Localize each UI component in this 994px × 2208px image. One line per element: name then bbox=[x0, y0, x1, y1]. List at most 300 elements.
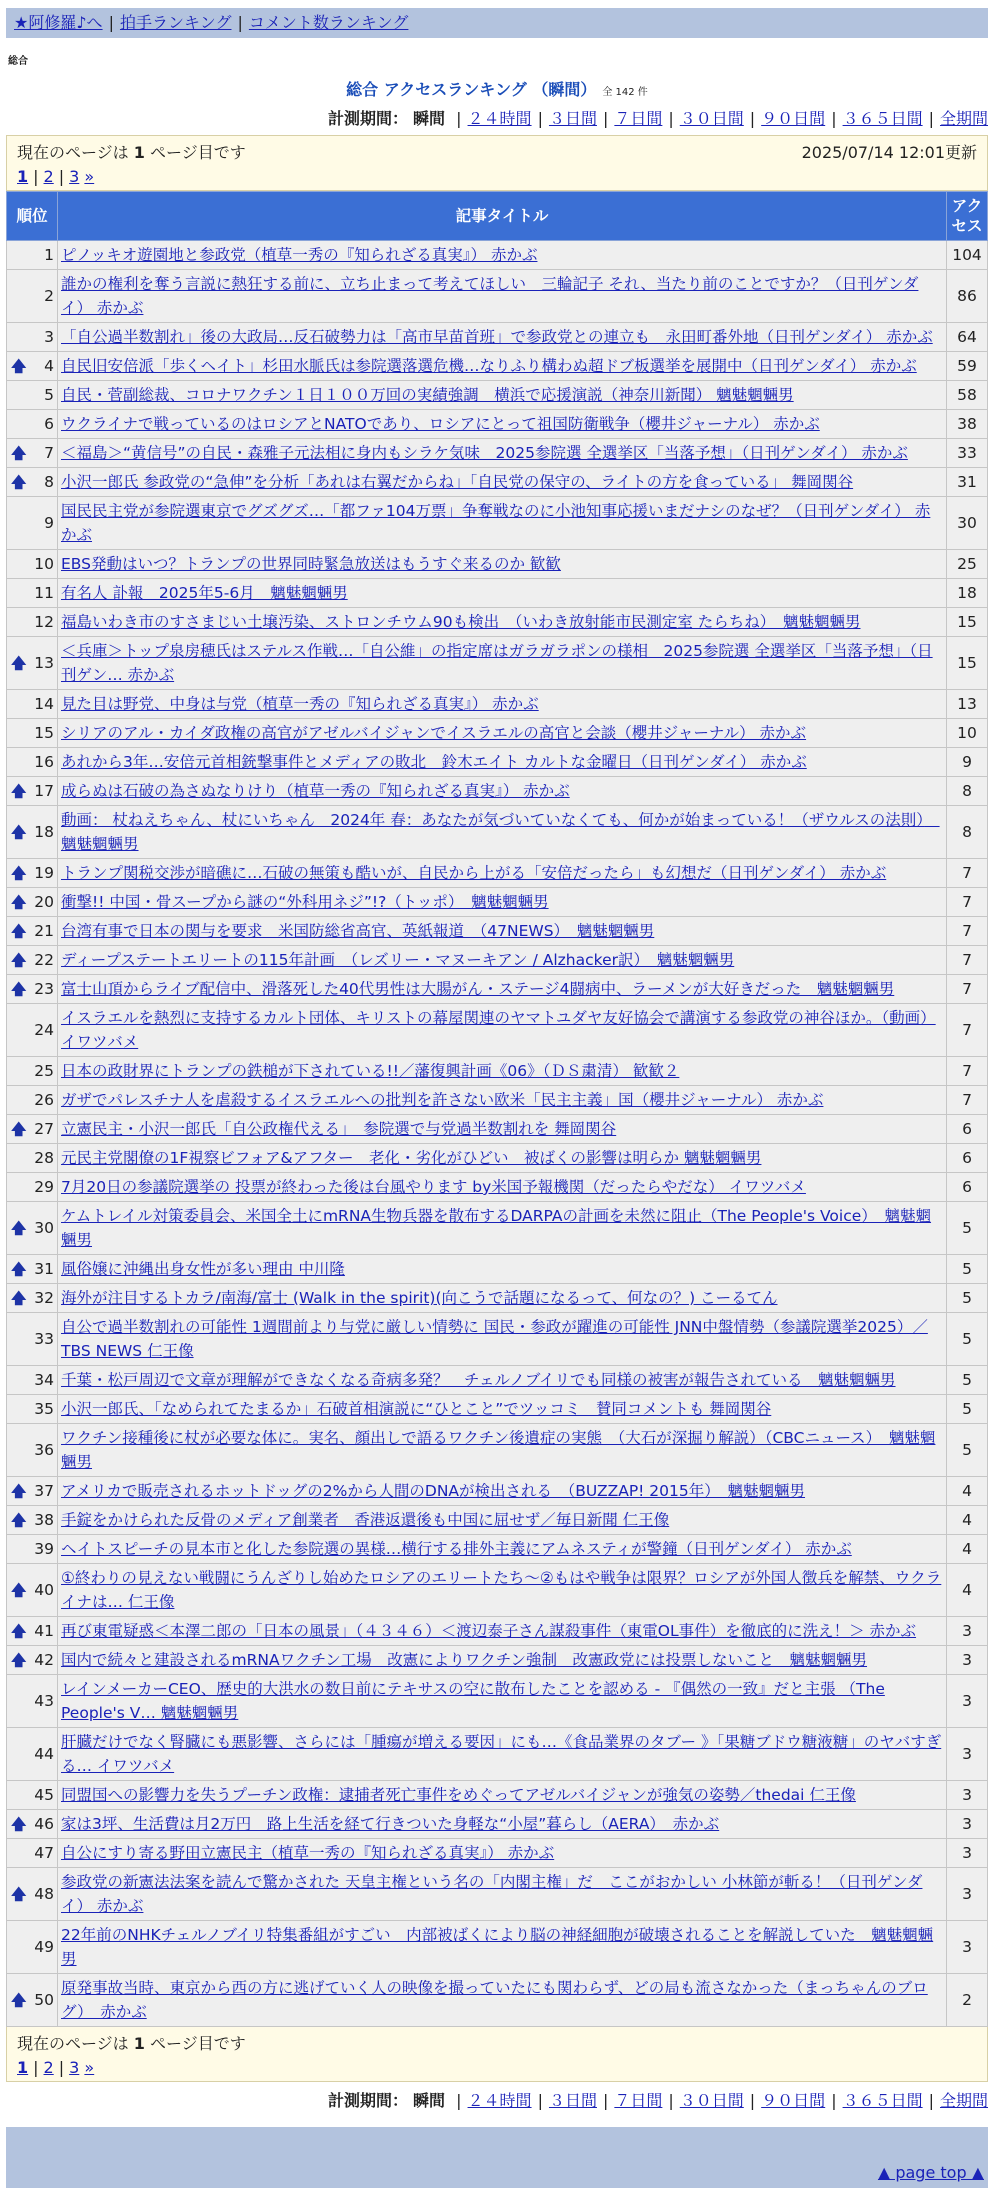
rank-up-arrow-icon: 🡅 bbox=[11, 1482, 27, 1500]
access-count: 9 bbox=[947, 748, 988, 777]
article-link[interactable]: 国民民主党が参院選東京でグズグズ…「都ファ104万票」争奪戦なのに小池知事応援いまだナシのなぜ？（日刊ゲンダイ） 赤かぶ bbox=[61, 502, 931, 544]
title-cell bbox=[58, 1974, 947, 2027]
article-link[interactable]: 小沢一郎氏、「なめられてたまるか」石破首相演説に“ひとこと”でツッコミ 賛同コメントも 舞岡関谷 bbox=[61, 1400, 772, 1418]
rank-number: 19 bbox=[34, 864, 54, 882]
table-row bbox=[7, 1173, 988, 1202]
article-link[interactable]: 7月20日の参議院選挙の 投票が終わった後は台風やります by米国予報機関（だったらやだな） イワツバメ bbox=[61, 1178, 806, 1196]
rank-number: 6 bbox=[44, 415, 54, 433]
access-count: 10 bbox=[947, 719, 988, 748]
title-cell bbox=[58, 1675, 947, 1728]
nav-link-asyura[interactable]: ★阿修羅♪へ bbox=[14, 13, 103, 32]
table-row bbox=[7, 241, 988, 270]
access-count: 5 bbox=[947, 1395, 988, 1424]
title-cell bbox=[58, 579, 947, 608]
period-link[interactable]: 全期間 bbox=[939, 2091, 988, 2110]
access-count: 6 bbox=[947, 1115, 988, 1144]
access-count: 3 bbox=[947, 1617, 988, 1646]
rank-number: 10 bbox=[34, 555, 54, 573]
access-count: 4 bbox=[947, 1477, 988, 1506]
rank-cell bbox=[7, 806, 58, 859]
table-row bbox=[7, 719, 988, 748]
title-cell bbox=[58, 888, 947, 917]
rank-cell bbox=[7, 888, 58, 917]
title-cell bbox=[58, 241, 947, 270]
title-cell bbox=[58, 859, 947, 888]
rank-number: 16 bbox=[34, 753, 54, 771]
table-row bbox=[7, 270, 988, 323]
article-link[interactable]: 台湾有事で日本の関与を要求 米国防総省高官、英紙報道 （47NEWS） 魑魅魍魎男 bbox=[61, 922, 655, 940]
rank-cell bbox=[7, 1255, 58, 1284]
pager-separator: | bbox=[58, 2058, 65, 2077]
rank-cell bbox=[7, 859, 58, 888]
article-link[interactable]: 日本の政財界にトランプの鉄槌が下されている!!／藩復興計画《06》（ＤＳ粛清） 歓歓２ bbox=[61, 1062, 680, 1080]
nav-link-comment-ranking[interactable]: コメント数ランキング bbox=[248, 13, 409, 32]
rank-number: 38 bbox=[34, 1511, 54, 1529]
page-link-1[interactable]: 1 bbox=[17, 2058, 29, 2077]
rank-number: 7 bbox=[44, 444, 54, 462]
table-row bbox=[7, 1781, 988, 1810]
rank-up-arrow-icon: 🡅 bbox=[11, 782, 27, 800]
period-link[interactable]: ２４時間 bbox=[467, 109, 532, 128]
access-count: 7 bbox=[947, 859, 988, 888]
page-link-3[interactable]: 3 bbox=[69, 167, 80, 186]
rank-number: 23 bbox=[34, 980, 54, 998]
updated-timestamp: 2025/07/14 12:01更新 bbox=[801, 143, 977, 162]
rank-cell bbox=[7, 1144, 58, 1173]
article-link[interactable]: ①終わりの見えない戦闘にうんざりし始めたロシアのエリートたち～②もはや戦争は限界？ロシアが外国人徴兵を解禁、ウクライナは… 仁王像 bbox=[61, 1569, 942, 1611]
page-indicator-suffix: ページ目です bbox=[150, 2034, 246, 2053]
table-row bbox=[7, 777, 988, 806]
rank-up-arrow-icon: 🡅 bbox=[11, 1581, 27, 1599]
article-link[interactable]: 参政党の新憲法法案を読んで驚かされた 天皇主権という名の「内閣主権」だ ここがおかしい 小林節が斬る！（日刊ゲンダイ） 赤かぶ bbox=[61, 1873, 923, 1915]
title-cell bbox=[58, 690, 947, 719]
access-count: 38 bbox=[947, 410, 988, 439]
access-count: 7 bbox=[947, 946, 988, 975]
article-link[interactable]: ケムトレイル対策委員会、米国全土にmRNA生物兵器を散布するDARPAの計画を未然に阻止（The People's Voice） 魑魅魍魎男 bbox=[61, 1207, 932, 1249]
table-row bbox=[7, 1477, 988, 1506]
rank-cell bbox=[7, 1839, 58, 1868]
article-link[interactable]: 家は3坪、生活費は月2万円 路上生活を経て行きついた身軽な“小屋”暮らし（AERA） 赤かぶ bbox=[61, 1815, 720, 1833]
period-link[interactable]: ３６５日間 bbox=[842, 109, 923, 128]
period-link[interactable]: ９０日間 bbox=[761, 2091, 826, 2110]
rank-cell bbox=[7, 1313, 58, 1366]
article-link[interactable]: 動画： 杖ねえちゃん、杖にいちゃん 2024年 春：あなたが気づいていなくても、何かが始まっている！（ザウルスの法則） 魑魅魍魎男 bbox=[61, 811, 940, 853]
title-cell bbox=[58, 975, 947, 1004]
rank-number: 13 bbox=[34, 654, 54, 672]
rank-cell bbox=[7, 1366, 58, 1395]
article-link[interactable]: 有名人 訃報 2025年5-6月 魑魅魍魎男 bbox=[61, 584, 348, 602]
period-separator: | bbox=[456, 109, 462, 128]
rank-cell bbox=[7, 1424, 58, 1477]
article-link[interactable]: 元民主党閣僚の1F視察ビフォア&アフター 老化・劣化がひどい 被ばくの影響は明らか 魑魅魍魎男 bbox=[61, 1149, 762, 1167]
article-link[interactable]: 手錠をかけられた反骨のメディア創業者 香港返還後も中国に屈せず／毎日新聞 仁王像 bbox=[61, 1511, 670, 1529]
rank-cell bbox=[7, 352, 58, 381]
access-count: 7 bbox=[947, 1004, 988, 1057]
footer-bar bbox=[6, 2127, 988, 2157]
rank-up-arrow-icon: 🡅 bbox=[11, 1651, 27, 1669]
article-link[interactable]: 富士山頂からライブ配信中、滑落死した40代男性は大腸がん・ステージ4闘病中、ラーメンが大好きだった 魑魅魍魎男 bbox=[61, 980, 895, 998]
title-cell bbox=[58, 497, 947, 550]
period-link[interactable]: ３６５日間 bbox=[842, 2091, 923, 2110]
rank-cell bbox=[7, 1617, 58, 1646]
table-row bbox=[7, 859, 988, 888]
article-link[interactable]: ワクチン接種後に杖が必要な体に。実名、顔出しで語るワクチン後遺症の実態 （大石が深掘り解説）（CBCニュース） 魑魅魍魎男 bbox=[61, 1429, 936, 1471]
access-count: 3 bbox=[947, 1868, 988, 1921]
rank-cell bbox=[7, 1506, 58, 1535]
table-row bbox=[7, 1535, 988, 1564]
title-cell bbox=[58, 323, 947, 352]
article-link[interactable]: 見た目は野党、中身は与党（植草一秀の『知られざる真実』） 赤かぶ bbox=[61, 695, 539, 713]
title-cell bbox=[58, 1728, 947, 1781]
page-indicator-prefix: 現在のページは bbox=[17, 143, 129, 162]
rank-cell bbox=[7, 1646, 58, 1675]
title-cell bbox=[58, 381, 947, 410]
table-row bbox=[7, 1974, 988, 2027]
title-cell bbox=[58, 1313, 947, 1366]
next-page-link[interactable]: » bbox=[84, 167, 95, 186]
access-count: 15 bbox=[947, 608, 988, 637]
rank-cell bbox=[7, 917, 58, 946]
header-title: 記事タイトル bbox=[58, 192, 947, 241]
access-count: 3 bbox=[947, 1810, 988, 1839]
access-count: 7 bbox=[947, 888, 988, 917]
title-cell bbox=[58, 1395, 947, 1424]
article-link[interactable]: 福島いわき市のすさまじい土壌汚染、ストロンチウム90も検出 （いわき放射能市民測定室 たらちね） 魑魅魍魎男 bbox=[61, 613, 861, 631]
article-link[interactable]: 肝臓だけでなく腎臓にも悪影響、さらには「腫瘍が増える要因」にも…《食品業界のタブー 》「果糖ブドウ糖液糖」のヤバすぎる… イワツバメ bbox=[61, 1733, 942, 1775]
access-count: 15 bbox=[947, 637, 988, 690]
article-link[interactable]: イスラエルを熱烈に支持するカルト団体、キリストの幕屋関連のヤマトユダヤ友好協会で講演する参政党の神谷ほか。（動画） イワツバメ bbox=[61, 1009, 936, 1051]
title-cell bbox=[58, 1366, 947, 1395]
article-link[interactable]: 自公で過半数割れの可能性 1週間前より与党に厳しい情勢に 国民・参政が躍進の可能性 JNN中盤情勢（参議院選挙2025）／TBS NEWS 仁王像 bbox=[61, 1318, 928, 1360]
rank-number: 21 bbox=[34, 922, 54, 940]
rank-cell bbox=[7, 1564, 58, 1617]
title-cell bbox=[58, 777, 947, 806]
title-cell bbox=[58, 1564, 947, 1617]
rank-cell bbox=[7, 1004, 58, 1057]
rank-number: 35 bbox=[34, 1400, 54, 1418]
table-row bbox=[7, 1424, 988, 1477]
article-link[interactable]: ＜兵庫＞トップ泉房穂氏はステルス作戦…「自公維」の指定席はガラガラポンの様相 2025参院選 全選挙区「当落予想」（日刊ゲン… 赤かぶ bbox=[61, 642, 933, 684]
table-row bbox=[7, 1728, 988, 1781]
article-link[interactable]: 立憲民主・小沢一郎氏「自公政権代える」 参院選で与党過半数割れを 舞岡関谷 bbox=[61, 1120, 617, 1138]
rank-up-arrow-icon: 🡅 bbox=[11, 922, 27, 940]
title-cell bbox=[58, 1868, 947, 1921]
page-indicator-number: 1 bbox=[133, 2034, 145, 2053]
article-link[interactable]: ガザでパレスチナ人を虐殺するイスラエルへの批判を許さない欧米「民主主義」国（櫻井ジャーナル） 赤かぶ bbox=[61, 1091, 824, 1109]
title-cell bbox=[58, 1646, 947, 1675]
rank-up-arrow-icon: 🡅 bbox=[11, 893, 27, 911]
period-link[interactable]: ７日間 bbox=[614, 2091, 663, 2110]
ranking-table bbox=[6, 191, 988, 2027]
access-count: 7 bbox=[947, 1057, 988, 1086]
rank-cell bbox=[7, 1086, 58, 1115]
period-separator: | bbox=[831, 2091, 837, 2110]
rank-number: 44 bbox=[34, 1745, 54, 1763]
page-link-1[interactable]: 1 bbox=[17, 167, 29, 186]
article-link[interactable]: シリアのアル・カイダ政権の高官がアゼルバイジャンでイスラエルの高官と会談（櫻井ジャーナル） 赤かぶ bbox=[61, 724, 807, 742]
rank-cell bbox=[7, 1477, 58, 1506]
article-link[interactable]: 再び東電疑惑＜本澤二郎の「日本の風景」（４３４６）＜渡辺泰子さん謀殺事件（東電OL事件）を徹底的に洗え！＞ 赤かぶ bbox=[61, 1622, 917, 1640]
rank-number: 9 bbox=[44, 514, 54, 532]
rank-cell bbox=[7, 1202, 58, 1255]
article-link[interactable]: ヘイトスピーチの見本市と化した参院選の異様…横行する排外主義にアムネスティが警鐘（日刊ゲンダイ） 赤かぶ bbox=[61, 1540, 852, 1558]
rank-cell bbox=[7, 1974, 58, 2027]
rank-up-arrow-icon: 🡅 bbox=[11, 473, 27, 491]
title-cell bbox=[58, 1477, 947, 1506]
article-link[interactable]: トランプ関税交渉が暗礁に…石破の無策も酷いが、自民から上がる「安倍だったら」も幻想だ（日刊ゲンダイ） 赤かぶ bbox=[61, 864, 887, 882]
period-link[interactable]: ３０日間 bbox=[679, 109, 744, 128]
rank-number: 25 bbox=[34, 1062, 54, 1080]
article-link[interactable]: アメリカで販売されるホットドッグの2%から人間のDNAが検出される （BUZZAP! 2015年） 魑魅魍魎男 bbox=[61, 1482, 806, 1500]
period-link[interactable]: ３０日間 bbox=[679, 2091, 744, 2110]
rank-number: 31 bbox=[34, 1260, 54, 1278]
access-count: 25 bbox=[947, 550, 988, 579]
rank-number: 36 bbox=[34, 1441, 54, 1459]
nav-link-clap-ranking[interactable]: 拍手ランキング bbox=[119, 13, 232, 32]
period-links bbox=[450, 109, 988, 128]
article-link[interactable]: ウクライナで戦っているのはロシアとNATOであり、ロシアにとって祖国防衛戦争（櫻井ジャーナル） 赤かぶ bbox=[61, 415, 820, 433]
article-link[interactable]: 同盟国への影響力を失うプーチン政権：逮捕者死亡事件をめぐってアゼルバイジャンが強気の姿勢／thedai 仁王像 bbox=[61, 1786, 856, 1804]
rank-number: 3 bbox=[44, 328, 54, 346]
rank-cell bbox=[7, 410, 58, 439]
article-link[interactable]: 原発事故当時、東京から西の方に逃げていく人の映像を撮っていたにも関わらず、どの局も流さなかった（まっちゃんのブログ） 赤かぶ bbox=[61, 1979, 928, 2021]
table-row bbox=[7, 1395, 988, 1424]
table-row bbox=[7, 748, 988, 777]
table-row bbox=[7, 806, 988, 859]
rank-number: 42 bbox=[34, 1651, 54, 1669]
period-separator: | bbox=[831, 109, 837, 128]
rank-cell bbox=[7, 690, 58, 719]
pagination-bottom bbox=[17, 2058, 977, 2077]
article-link[interactable]: 成らぬは石破の為さぬなりけり（植草一秀の『知られざる真実』） 赤かぶ bbox=[61, 782, 570, 800]
access-count: 4 bbox=[947, 1564, 988, 1617]
article-link[interactable]: 22年前のNHKチェルノブイリ特集番組がすごい 内部被ばくにより脳の神経細胞が破壊されることを解説していた 魑魅魍魎男 bbox=[61, 1926, 934, 1968]
rank-number: 8 bbox=[44, 473, 54, 491]
next-page-link[interactable]: » bbox=[84, 2058, 95, 2077]
title-cell bbox=[58, 1781, 947, 1810]
rank-number: 11 bbox=[34, 584, 54, 602]
period-link[interactable]: ３日間 bbox=[548, 2091, 597, 2110]
access-count: 3 bbox=[947, 1781, 988, 1810]
title-cell bbox=[58, 1173, 947, 1202]
access-count: 86 bbox=[947, 270, 988, 323]
article-link[interactable]: 小沢一郎氏 参政党の“急伸”を分析「あれは右翼だからね」「自民党の保守の、ライトの方を食っている」 舞岡関谷 bbox=[61, 473, 854, 491]
page-info-bottom bbox=[6, 2027, 988, 2082]
article-link[interactable]: レインメーカーCEO、歴史的大洪水の数日前にテキサスの空に散布したことを認める - 『偶然の一致』だと主張 （The People's V… 魑魅魍魎男 bbox=[61, 1680, 885, 1722]
page-link-3[interactable]: 3 bbox=[69, 2058, 80, 2077]
pager-separator: | bbox=[33, 167, 39, 186]
access-count: 5 bbox=[947, 1284, 988, 1313]
rank-cell bbox=[7, 1057, 58, 1086]
rank-number: 41 bbox=[34, 1622, 54, 1640]
article-link[interactable]: 誰かの権利を奪う言説に熱狂する前に、立ち止まって考えてほしい 三輪記子 それ、当たり前のことですか？（日刊ゲンダイ） 赤かぶ bbox=[61, 275, 919, 317]
rank-cell bbox=[7, 946, 58, 975]
rank-up-arrow-icon: 🡅 bbox=[11, 1289, 27, 1307]
page-link-2[interactable]: 2 bbox=[43, 2058, 54, 2077]
rank-cell bbox=[7, 1781, 58, 1810]
page-title bbox=[6, 77, 988, 100]
period-separator: | bbox=[928, 2091, 934, 2110]
period-link[interactable]: ３日間 bbox=[548, 109, 597, 128]
rank-number: 33 bbox=[34, 1330, 54, 1348]
title-cell bbox=[58, 1202, 947, 1255]
page bbox=[6, 8, 988, 2188]
table-row bbox=[7, 888, 988, 917]
rank-number: 39 bbox=[34, 1540, 54, 1558]
rank-number: 49 bbox=[34, 1938, 54, 1956]
table-row bbox=[7, 1366, 988, 1395]
article-link[interactable]: 自公にすり寄る野田立憲民主（植草一秀の『知られざる真実』） 赤かぶ bbox=[61, 1844, 555, 1862]
period-links bbox=[450, 2091, 988, 2110]
table-row bbox=[7, 1313, 988, 1366]
title-cell bbox=[58, 1424, 947, 1477]
period-link[interactable]: ９０日間 bbox=[761, 109, 826, 128]
table-row bbox=[7, 608, 988, 637]
page-top-link[interactable]: ▲ page top ▲ bbox=[877, 2163, 984, 2182]
table-row bbox=[7, 1144, 988, 1173]
rank-up-arrow-icon: 🡅 bbox=[11, 444, 27, 462]
rank-cell bbox=[7, 468, 58, 497]
article-link[interactable]: 海外が注目するトカラ/南海/富士 (Walk in the spirit)(向こうで話題になるって、何なの？) こーるてん bbox=[61, 1289, 778, 1307]
rank-up-arrow-icon: 🡅 bbox=[11, 1219, 27, 1237]
title-cell bbox=[58, 352, 947, 381]
article-link[interactable]: 衝撃!! 中国・骨スープから謎の“外科用ネジ”!?（トッポ） 魑魅魍魎男 bbox=[61, 893, 549, 911]
rank-up-arrow-icon: 🡅 bbox=[11, 1991, 27, 2009]
rank-number: 4 bbox=[44, 357, 54, 375]
article-link[interactable]: 自民旧安倍派「歩くヘイト」杉田水脈氏は参院選落選危機…なりふり構わぬ超ドブ板選挙を展開中（日刊ゲンダイ） 赤かぶ bbox=[61, 357, 917, 375]
article-link[interactable]: ディープステートエリートの115年計画 （レズリー・マヌーキアン / Alzhacker訳） 魑魅魍魎男 bbox=[61, 951, 735, 969]
table-row bbox=[7, 1202, 988, 1255]
table-row bbox=[7, 323, 988, 352]
access-count: 8 bbox=[947, 777, 988, 806]
pagination-top bbox=[17, 167, 977, 186]
access-count: 3 bbox=[947, 1728, 988, 1781]
rank-up-arrow-icon: 🡅 bbox=[11, 1885, 27, 1903]
article-link[interactable]: ピノッキオ遊園地と参政党（植草一秀の『知られざる真実』） 赤かぶ bbox=[61, 246, 538, 264]
access-count: 5 bbox=[947, 1313, 988, 1366]
rank-number: 28 bbox=[34, 1149, 54, 1167]
rank-up-arrow-icon: 🡅 bbox=[11, 1511, 27, 1529]
rank-cell bbox=[7, 381, 58, 410]
title-cell bbox=[58, 1004, 947, 1057]
rank-cell bbox=[7, 1284, 58, 1313]
article-link[interactable]: 自民・菅副総裁、コロナワクチン１日１００万回の実績強調 横浜で応援演説（神奈川新聞） 魑魅魍魎男 bbox=[61, 386, 794, 404]
article-link[interactable]: ＜福島＞“黄信号”の自民・森雅子元法相に身内もシラケ気味 2025参院選 全選挙区「当落予想」（日刊ゲンダイ） 赤かぶ bbox=[61, 444, 908, 462]
rank-up-arrow-icon: 🡅 bbox=[11, 1260, 27, 1278]
access-count: 4 bbox=[947, 1535, 988, 1564]
access-count: 5 bbox=[947, 1255, 988, 1284]
table-row bbox=[7, 1868, 988, 1921]
rank-number: 20 bbox=[34, 893, 54, 911]
access-count: 5 bbox=[947, 1202, 988, 1255]
table-row bbox=[7, 381, 988, 410]
article-link[interactable]: EBS発動はいつ？トランプの世界同時緊急放送はもうすぐ来るのか 歓歓 bbox=[61, 555, 561, 573]
rank-up-arrow-icon: 🡅 bbox=[11, 654, 27, 672]
page-info-top bbox=[6, 135, 988, 191]
rank-number: 27 bbox=[34, 1120, 54, 1138]
table-row bbox=[7, 1255, 988, 1284]
title-cell bbox=[58, 1284, 947, 1313]
rank-up-arrow-icon: 🡅 bbox=[11, 864, 27, 882]
rank-number: 47 bbox=[34, 1844, 54, 1862]
period-separator: | bbox=[749, 109, 756, 128]
page-link-2[interactable]: 2 bbox=[43, 167, 54, 186]
period-link[interactable]: 全期間 bbox=[939, 109, 988, 128]
table-row bbox=[7, 1617, 988, 1646]
title-cell bbox=[58, 608, 947, 637]
rank-number: 14 bbox=[34, 695, 54, 713]
rank-up-arrow-icon: 🡅 bbox=[11, 823, 27, 841]
rank-number: 48 bbox=[34, 1885, 54, 1903]
article-link[interactable]: 「自公過半数割れ」後の大政局…反石破勢力は「高市早苗首班」で参政党との連立も 永田町番外地（日刊ゲンダイ） 赤かぶ bbox=[61, 328, 933, 346]
rank-number: 24 bbox=[34, 1021, 54, 1039]
rank-number: 22 bbox=[34, 951, 54, 969]
access-count: 3 bbox=[947, 1839, 988, 1868]
rank-cell bbox=[7, 579, 58, 608]
title-cell bbox=[58, 1617, 947, 1646]
rank-cell bbox=[7, 439, 58, 468]
title-cell bbox=[58, 1839, 947, 1868]
access-count: 5 bbox=[947, 1366, 988, 1395]
rank-number: 46 bbox=[34, 1815, 54, 1833]
rank-number: 43 bbox=[34, 1692, 54, 1710]
rank-up-arrow-icon: 🡅 bbox=[11, 1815, 27, 1833]
rank-cell bbox=[7, 777, 58, 806]
access-count: 3 bbox=[947, 1646, 988, 1675]
period-selector-top bbox=[6, 106, 988, 129]
table-row bbox=[7, 1675, 988, 1728]
access-count: 5 bbox=[947, 1424, 988, 1477]
article-link[interactable]: 国内で続々と建設されるmRNAワクチン工場 改憲によりワクチン強制 改憲政党には投票しないこと 魑魅魍魎男 bbox=[61, 1651, 868, 1669]
title-cell bbox=[58, 748, 947, 777]
period-separator: | bbox=[749, 2091, 756, 2110]
rank-number: 29 bbox=[34, 1178, 54, 1196]
title-cell bbox=[58, 946, 947, 975]
title-cell bbox=[58, 468, 947, 497]
title-cell bbox=[58, 1255, 947, 1284]
rank-number: 15 bbox=[34, 724, 54, 742]
title-cell bbox=[58, 917, 947, 946]
access-count: 7 bbox=[947, 917, 988, 946]
title-cell bbox=[58, 1506, 947, 1535]
access-count: 13 bbox=[947, 690, 988, 719]
period-separator: | bbox=[456, 2091, 462, 2110]
table-row bbox=[7, 497, 988, 550]
rank-up-arrow-icon: 🡅 bbox=[11, 980, 27, 998]
rank-up-arrow-icon: 🡅 bbox=[11, 1120, 27, 1138]
article-link[interactable]: 風俗嬢に沖縄出身女性が多い理由 中川隆 bbox=[61, 1260, 345, 1278]
access-count: 3 bbox=[947, 1921, 988, 1974]
access-count: 31 bbox=[947, 468, 988, 497]
title-cell bbox=[58, 1921, 947, 1974]
page-indicator-suffix: ページ目です bbox=[150, 143, 246, 162]
table-row bbox=[7, 1086, 988, 1115]
table-row bbox=[7, 1506, 988, 1535]
access-count: 59 bbox=[947, 352, 988, 381]
title-cell bbox=[58, 270, 947, 323]
page-indicator-number: 1 bbox=[133, 143, 145, 162]
article-link[interactable]: 千葉・松戸周辺で文章が理解ができなくなる奇病多発？ チェルノブイリでも同様の被害が報告されている 魑魅魍魎男 bbox=[61, 1371, 896, 1389]
rank-cell bbox=[7, 719, 58, 748]
period-link[interactable]: ７日間 bbox=[614, 109, 663, 128]
period-separator: | bbox=[668, 2091, 674, 2110]
rank-cell bbox=[7, 270, 58, 323]
period-label: 計測期間： bbox=[327, 2091, 408, 2110]
article-count: 全 142 件 bbox=[602, 87, 648, 98]
article-link[interactable]: あれから3年…安倍元首相銃撃事件とメディアの敗北 鈴木エイト カルトな金曜日（日刊ゲンダイ） 赤かぶ bbox=[61, 753, 807, 771]
table-row bbox=[7, 946, 988, 975]
period-link[interactable]: ２４時間 bbox=[467, 2091, 532, 2110]
